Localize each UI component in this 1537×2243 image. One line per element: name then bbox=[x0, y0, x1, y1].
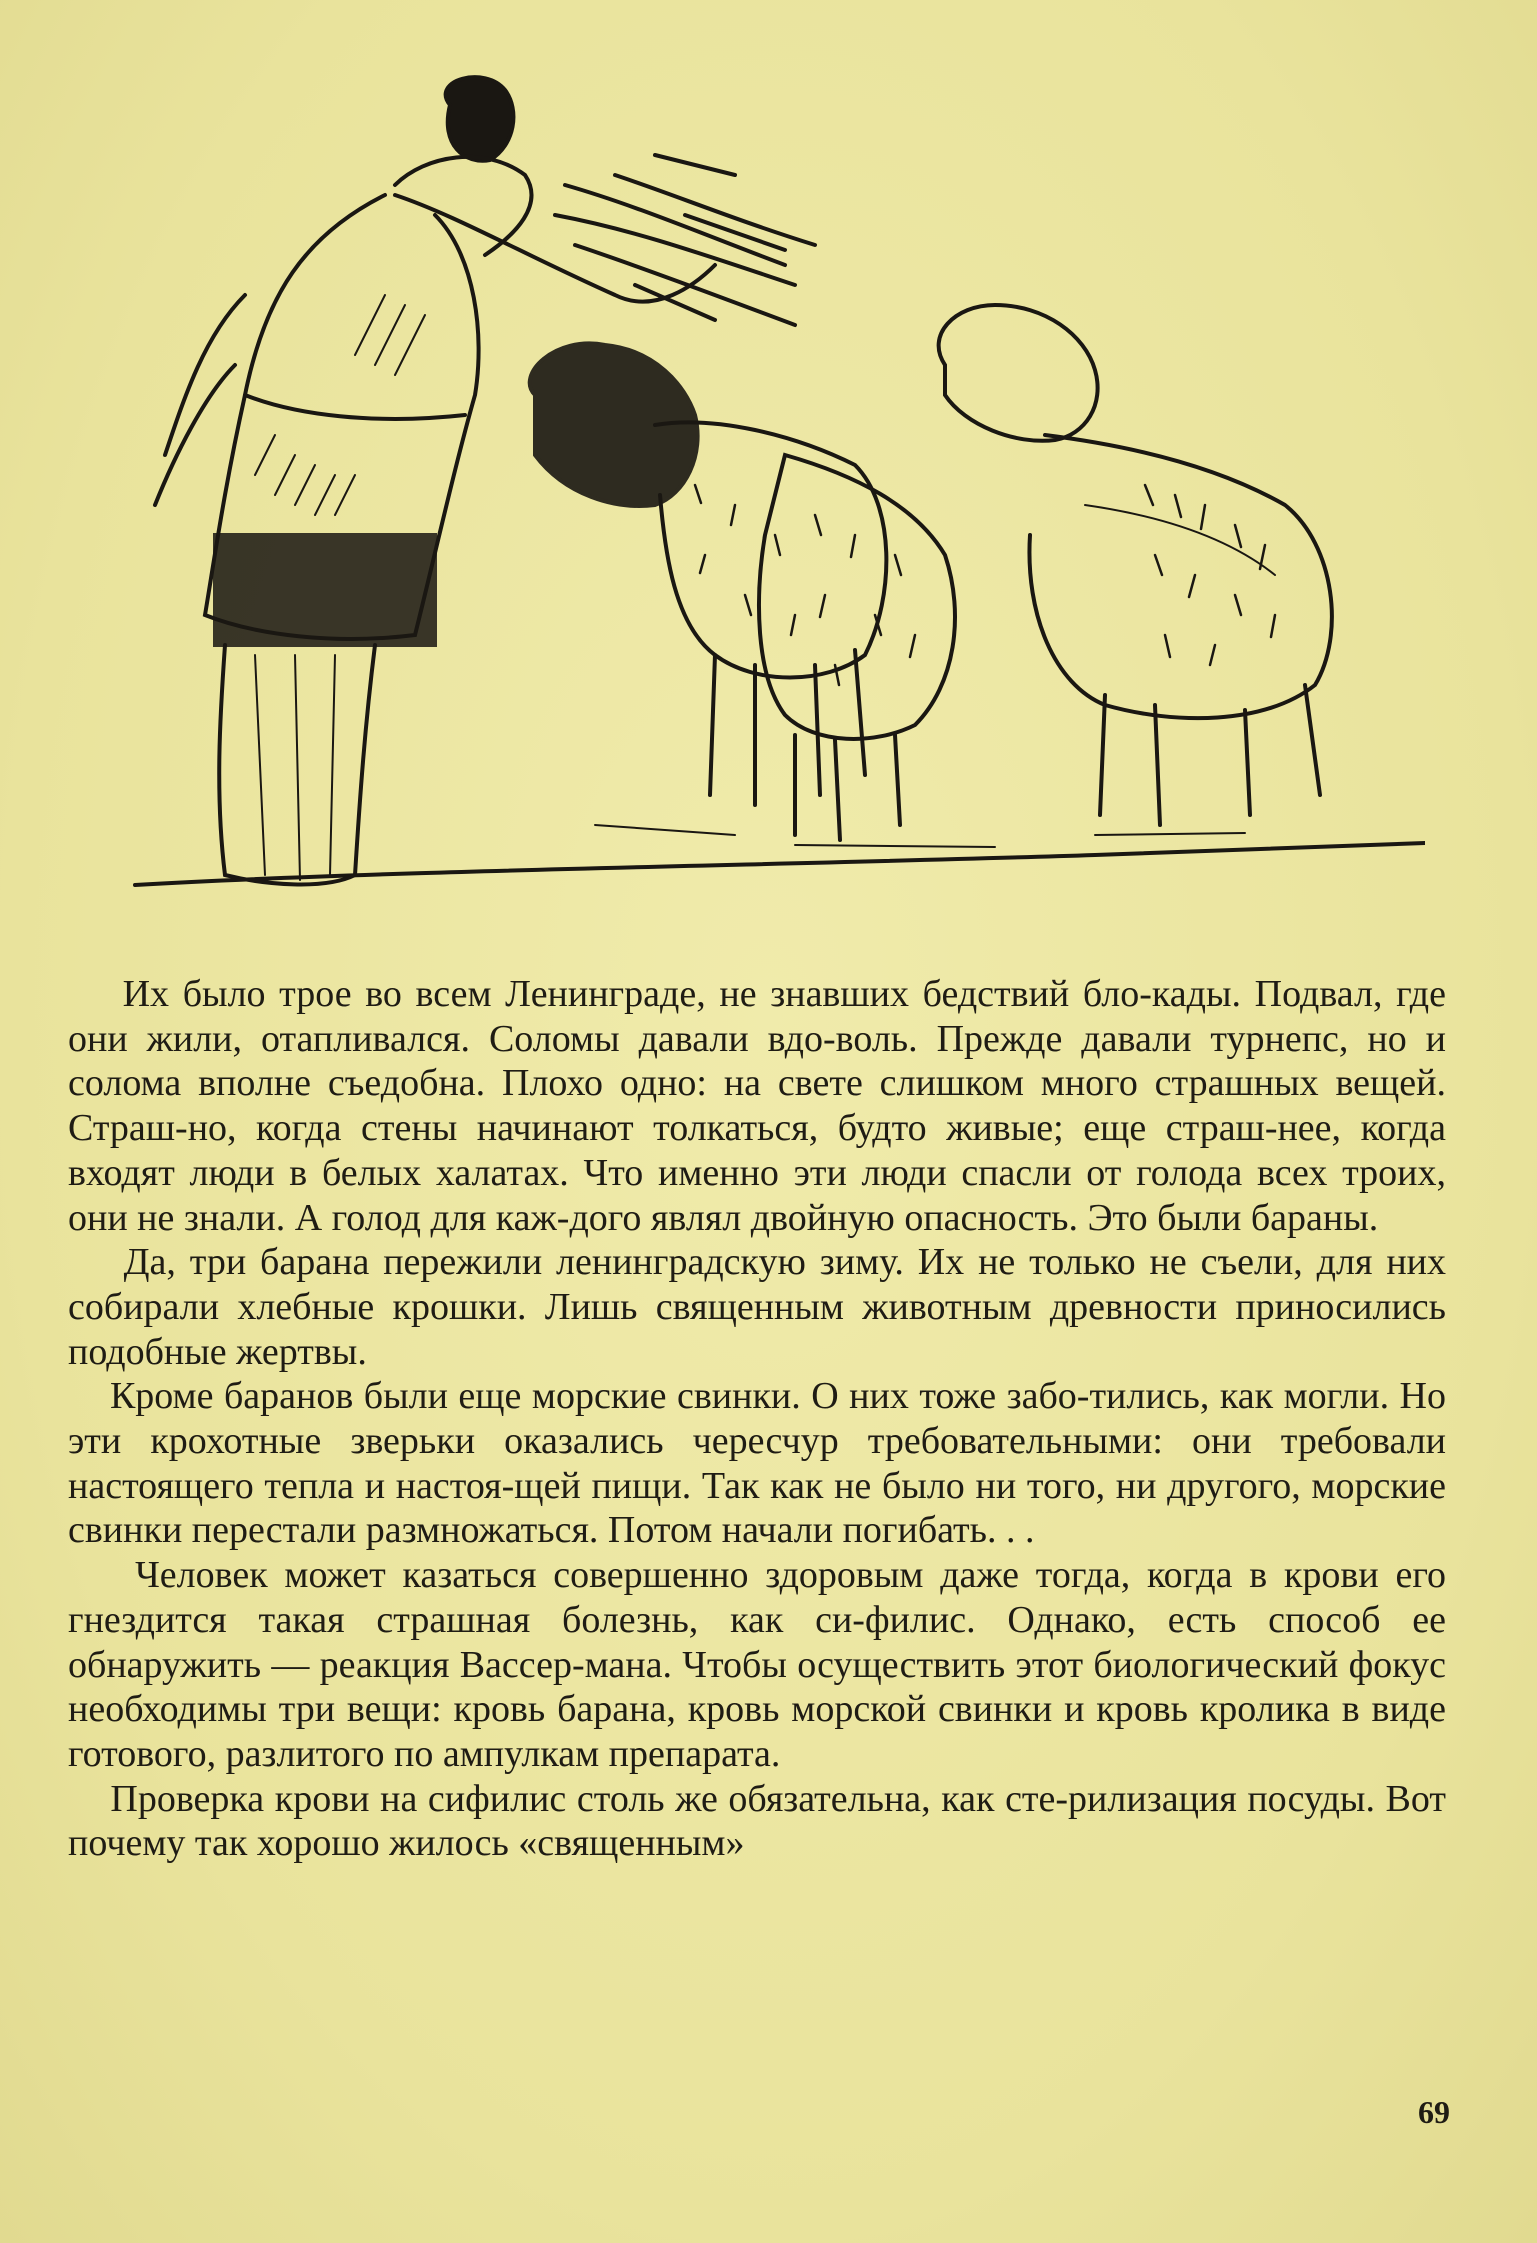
paragraph: Человек может казаться совершенно здоровым даже тогда, когда в крови его гнездится такая страшная болезнь, как си-филис. Однако, есть способ ее обнаружить — реакция Вассер-мана. Чтобы осуществить этот биологический фокус необходимы три вещи: кровь барана, кровь морской свинки и кровь кролика в виде готового, разлитого по ампулкам препарата. bbox=[68, 1554, 1446, 1775]
body-text bbox=[68, 972, 1446, 1866]
paragraph: Кроме баранов были еще морские свинки. О них тоже забо-тились, как могли. Но эти крохотные зверьки оказались чересчур требовательными: они требовали настоящего тепла и настоя-щей пищи. Так как не было ни того, ни другого, морские свинки перестали размножаться. Потом начали погибать. . . bbox=[68, 1375, 1446, 1552]
page-number: 69 bbox=[1418, 2094, 1450, 2130]
paragraph: Проверка крови на сифилис столь же обязательна, как сте-рилизация посуды. Вот почему так хорошо жилось «священным» bbox=[68, 1777, 1446, 1865]
illustration-woman-feeding-sheep bbox=[95, 35, 1425, 920]
paragraph: Их было трое во всем Ленинграде, не знавших бедствий бло-кады. Подвал, где они жили, отапливался. Соломы давали вдо-воль. Прежде давали турнепс, но и солома вполне съедобна. Плохо одно: на свете слишком много страшных вещей. Страш-но, когда стены начинают толкаться, будто живые; еще страш-нее, когда входят люди в белых халатах. Что именно эти люди спасли от голода всех троих, они не знали. А голод для каж-дого являл двойную опасность. Это были бараны. bbox=[68, 973, 1446, 1239]
paragraph: Да, три барана пережили ленинградскую зиму. Их не только не съели, для них собирали хлебные крошки. Лишь священным животным древности приносились подобные жертвы. bbox=[68, 1241, 1446, 1373]
